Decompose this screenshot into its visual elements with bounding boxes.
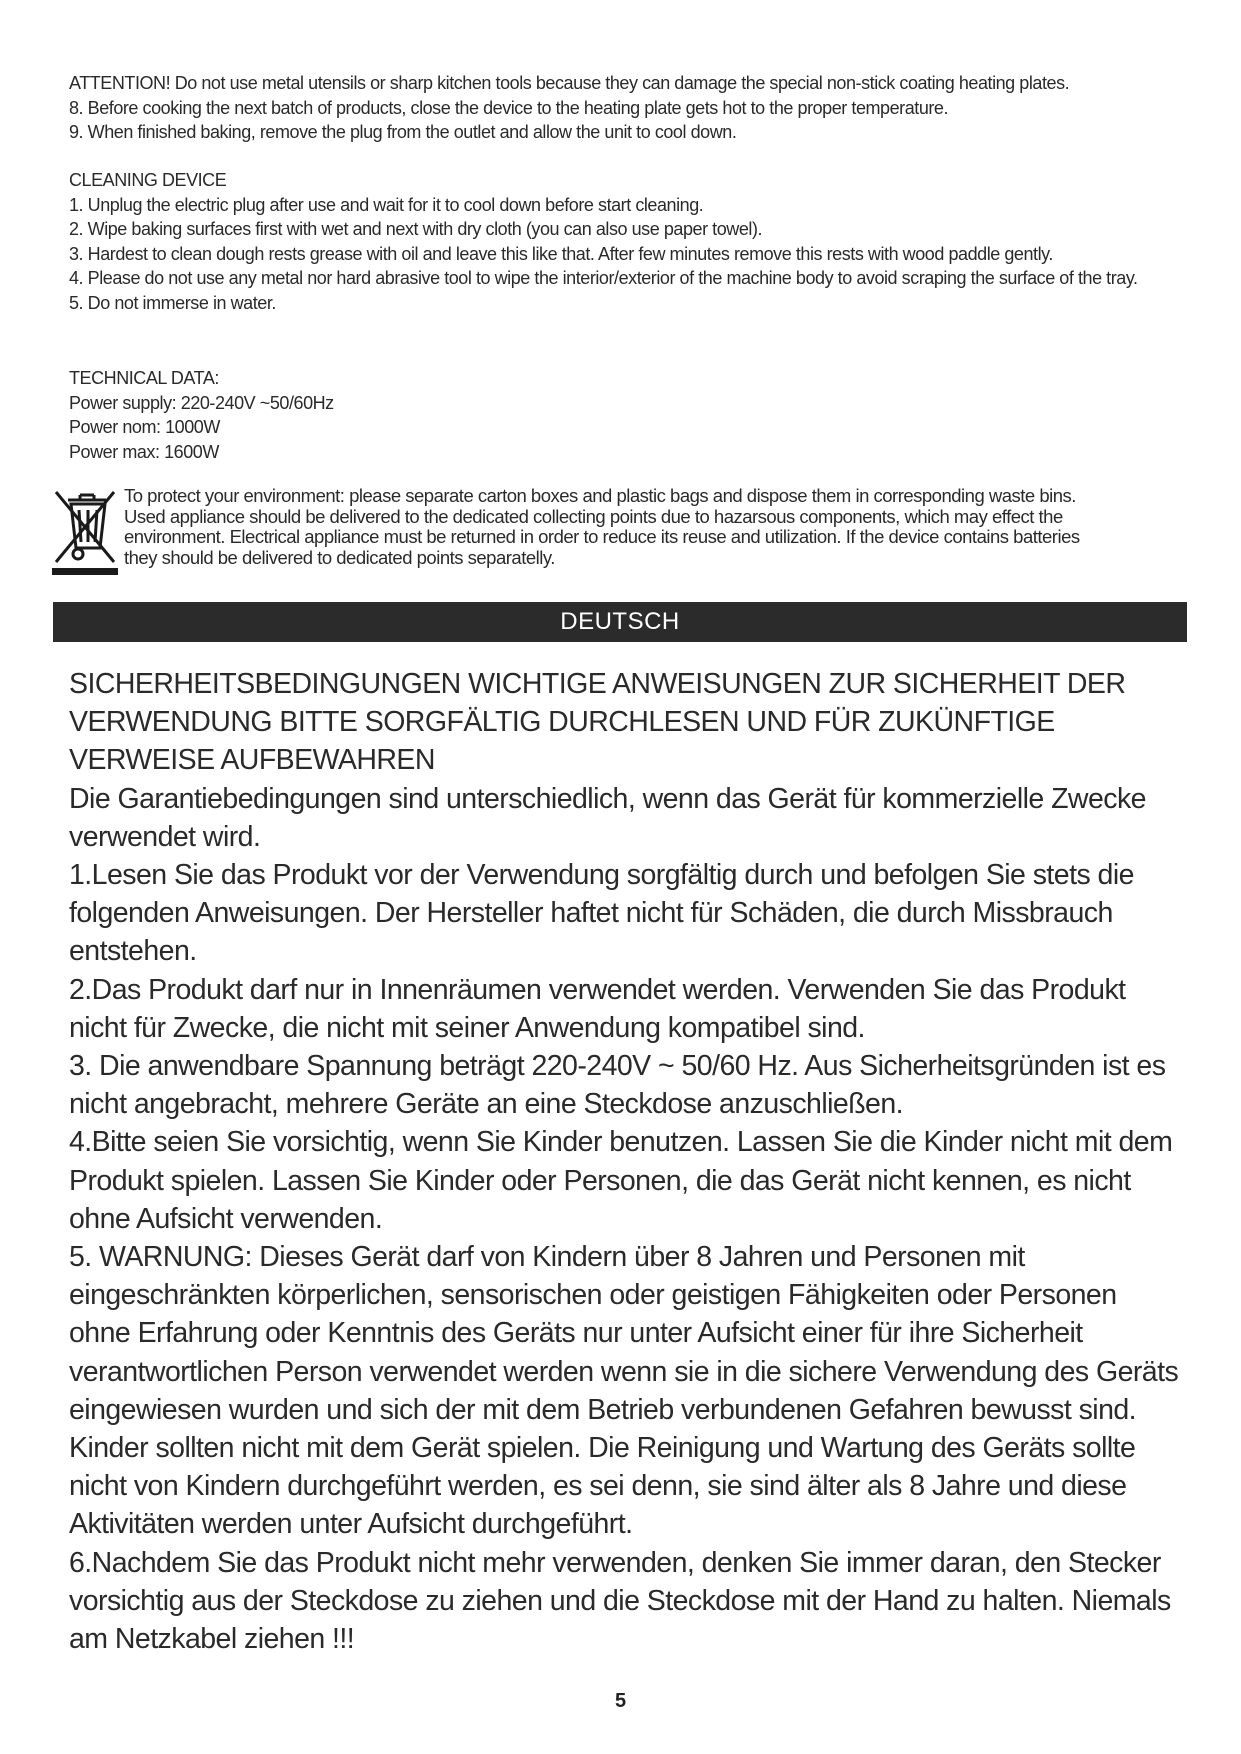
intro-line: ATTENTION! Do not use metal utensils or sharp kitchen tools because they can damage the special non-stick coating heating plates. <box>69 73 1070 93</box>
environment-line: they should be delivered to dedicated points separatelly. <box>124 546 555 568</box>
german-line: am Netzkabel ziehen !!! <box>69 1623 355 1656</box>
german-line: 2.Das Produkt darf nur in Innenräumen verwendet werden. Verwenden Sie das Produkt <box>69 973 1126 1006</box>
intro-block <box>69 71 1184 145</box>
german-line: 5. WARNUNG: Dieses Gerät darf von Kindern über 8 Jahren und Personen mit <box>69 1241 1025 1274</box>
environment-line: To protect your environment: please separate carton boxes and plastic bags and dispose them in corresponding waste bins. <box>124 485 1076 506</box>
german-line: entstehen. <box>69 935 197 968</box>
german-line: 4.Bitte seien Sie vorsichtig, wenn Sie Kinder benutzen. Lassen Sie die Kinder nicht mit dem <box>69 1126 1173 1159</box>
german-line: Kinder sollten nicht mit dem Gerät spielen. Die Reinigung und Wartung des Geräts sollte <box>69 1432 1136 1465</box>
environment-notice <box>124 486 1194 568</box>
german-line: vorsichtig aus der Steckdose zu ziehen und die Steckdose mit der Hand zu halten. Niemals <box>69 1584 1171 1617</box>
intro-line: 9. When finished baking, remove the plug from the outlet and allow the unit to cool down. <box>69 122 737 142</box>
german-line: verwendet wird. <box>69 820 261 853</box>
cleaning-item: 3. Hardest to clean dough rests grease with oil and leave this like that. After few minutes remove this rests with wood paddle gently. <box>69 243 1053 264</box>
german-line: ohne Aufsicht verwenden. <box>69 1202 383 1235</box>
cleaning-item: 5. Do not immerse in water. <box>69 292 276 313</box>
german-line: Produkt spielen. Lassen Sie Kinder oder Personen, die das Gerät nicht kennen, es nicht <box>69 1164 1131 1197</box>
cleaning-title: CLEANING DEVICE <box>69 170 227 190</box>
german-line: Die Garantiebedingungen sind unterschiedlich, wenn das Gerät für kommerzielle Zwecke <box>69 782 1146 815</box>
german-line: Aktivitäten werden unter Aufsicht durchgeführt. <box>69 1508 633 1541</box>
german-line: nicht für Zwecke, die nicht mit seiner Anwendung kompatibel sind. <box>69 1011 865 1044</box>
crossed-out-wheelie-bin-icon <box>50 484 120 576</box>
german-line: 3. Die anwendbare Spannung beträgt 220-240V ~ 50/60 Hz. Aus Sicherheitsgründen ist es <box>69 1050 1166 1083</box>
technical-line: Power nom: 1000W <box>69 417 220 437</box>
german-heading-line: SICHERHEITSBEDINGUNGEN WICHTIGE ANWEISUNGEN ZUR SICHERHEIT DER <box>69 668 1126 700</box>
language-section-bar: DEUTSCH <box>53 602 1187 642</box>
german-heading-line: VERWEISE AUFBEWAHREN <box>69 744 435 777</box>
environment-line: Used appliance should be delivered to the dedicated collecting points due to hazarsous components, which may effect the <box>124 505 1063 527</box>
cleaning-section <box>69 168 1184 315</box>
technical-line: Power supply: 220-240V ~50/60Hz <box>69 392 334 413</box>
german-line: eingeschränkten körperlichen, sensorischen oder geistigen Fähigkeiten oder Personen <box>69 1279 1117 1312</box>
cleaning-item: 1. Unplug the electric plug after use and wait for it to cool down before start cleaning. <box>69 194 704 215</box>
german-line: 6.Nachdem Sie das Produkt nicht mehr verwenden, denken Sie immer daran, den Stecker <box>69 1546 1161 1579</box>
german-line: eingewiesen wurden und sich der mit dem Betrieb verbundenen Gefahren bewusst sind. <box>69 1393 1137 1426</box>
german-line: verantwortlichen Person verwendet werden wenn sie in die sichere Verwendung des Geräts <box>69 1355 1179 1388</box>
german-line: 1.Lesen Sie das Produkt vor der Verwendung sorgfältig durch und befolgen Sie stets die <box>69 859 1134 892</box>
german-line: ohne Erfahrung oder Kenntnis des Geräts nur unter Aufsicht einer für ihre Sicherheit <box>69 1317 1083 1350</box>
german-line: folgenden Anweisungen. Der Hersteller haftet nicht für Schäden, die durch Missbrauch <box>69 897 1113 930</box>
intro-line: 8. Before cooking the next batch of products, close the device to the heating plate gets hot to the proper temperature. <box>69 97 949 118</box>
page-number: 5 <box>614 1690 627 1712</box>
german-heading-line: VERWENDUNG BITTE SORGFÄLTIG DURCHLESEN UND FÜR ZUKÜNFTIGE <box>69 706 1055 739</box>
technical-line: Power max: 1600W <box>69 441 219 462</box>
german-section <box>69 665 1189 1658</box>
cleaning-item: 4. Please do not use any metal nor hard abrasive tool to wipe the interior/exterior of the machine body to avoid scraping the surface of the tray. <box>69 268 1138 288</box>
environment-line: environment. Electrical appliance must be returned in order to reduce its reuse and utilization. If the device contains batteries <box>124 526 1080 547</box>
technical-data-section <box>69 366 1184 464</box>
german-line: nicht von Kindern durchgeführt werden, es sei denn, sie sind älter als 8 Jahre und diese <box>69 1470 1127 1503</box>
cleaning-item: 2. Wipe baking surfaces first with wet and next with dry cloth (you can also use paper towel). <box>69 219 763 239</box>
technical-title: TECHNICAL DATA: <box>69 368 219 388</box>
german-line: nicht angebracht, mehrere Geräte an eine Steckdose anzuschließen. <box>69 1088 904 1121</box>
